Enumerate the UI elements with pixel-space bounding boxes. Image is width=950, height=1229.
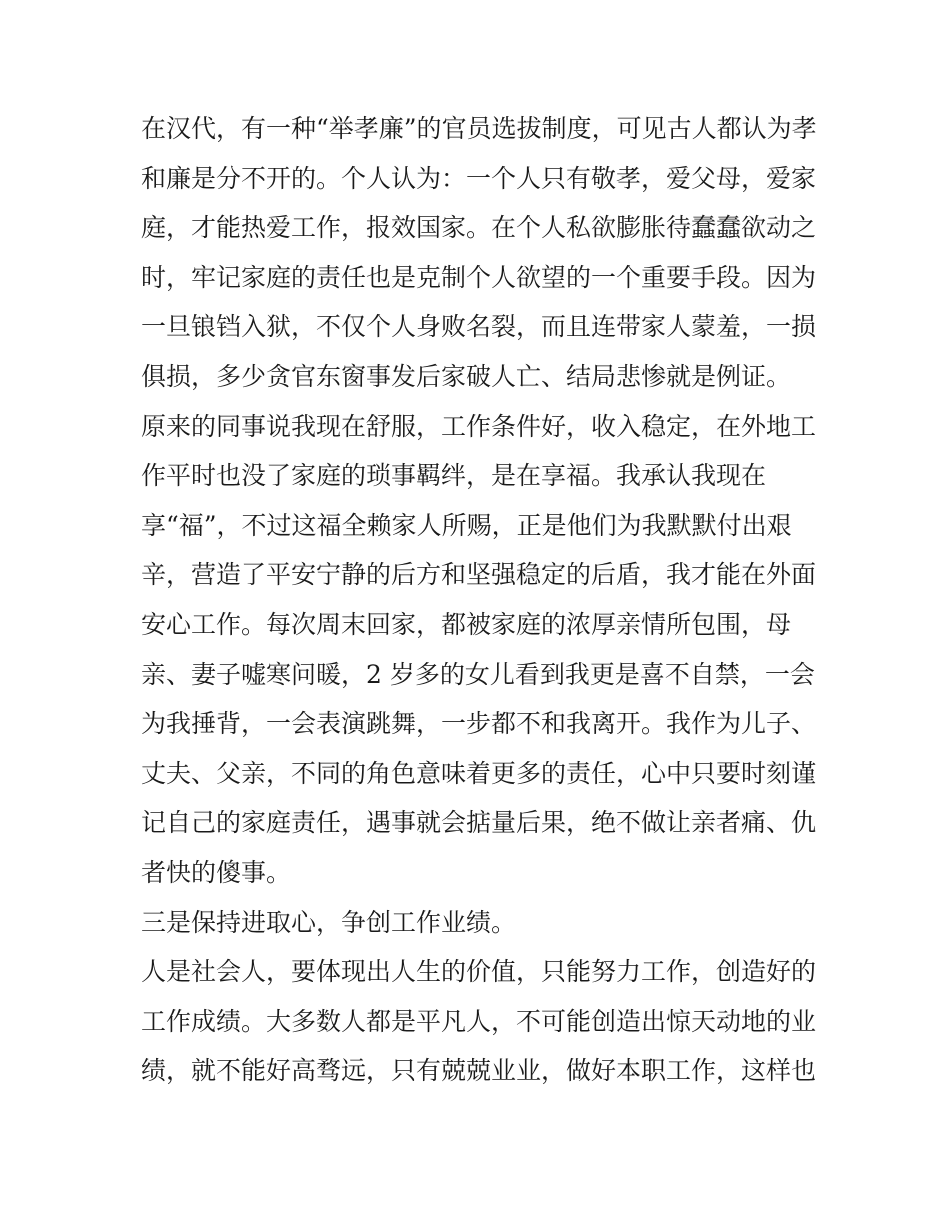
text-line: 为我捶背，一会表演跳舞，一步都不和我离开。我作为儿子、 (141, 709, 817, 739)
text-line: 辛，营造了平安宁静的后方和坚强稳定的后盾，我才能在外面 (141, 560, 817, 590)
text-line: 者快的傻事。 (141, 857, 292, 887)
text-line: 人是社会人，要体现出人生的价值，只能努力工作，创造好的 (141, 957, 817, 987)
text-line: 在汉代，有一种“举孝廉”的官员选拔制度，可见古人都认为孝 (141, 114, 817, 143)
text-line: 享“福”，不过这福全赖家人所赐，正是他们为我默默付出艰 (141, 510, 792, 540)
text-line: 一旦锒铛入狱，不仅个人身败名裂，而且连带家人蒙羞，一损 (141, 312, 817, 342)
text-line: 作平时也没了家庭的琐事羁绊，是在享福。我承认我现在 (141, 461, 767, 491)
text-line: 俱损，多少贪官东窗事发后家破人亡、结局悲惨就是例证。 (141, 361, 792, 391)
text-line: 工作成绩。大多数人都是平凡人，不可能创造出惊天动地的业 (141, 1006, 817, 1036)
text-line: 安心工作。每次周末回家，都被家庭的浓厚亲情所包围，母 (141, 609, 792, 639)
text-line: 庭，才能热爱工作，报效国家。在个人私欲膨胀待蠢蠢欲动之 (141, 213, 817, 243)
text-line: 亲、妻子嘘寒问暖，2 岁多的女儿看到我更是喜不自禁，一会 (141, 659, 815, 689)
section-heading: 三是保持进取心，争创工作业绩。 (141, 907, 517, 937)
text-line: 时，牢记家庭的责任也是克制个人欲望的一个重要手段。因为 (141, 262, 817, 292)
body-text (141, 104, 821, 1096)
text-line: 绩，就不能好高骛远，只有兢兢业业，做好本职工作，这样也 (141, 1056, 817, 1086)
text-line: 丈夫、父亲，不同的角色意味着更多的责任，心中只要时刻谨 (141, 758, 817, 788)
text-line: 原来的同事说我现在舒服，工作条件好，收入稳定，在外地工 (141, 411, 817, 441)
text-line: 记自己的家庭责任，遇事就会掂量后果，绝不做让亲者痛、仇 (141, 808, 817, 838)
text-line: 和廉是分不开的。个人认为：一个人只有敬孝，爱父母，爱家 (141, 163, 817, 193)
